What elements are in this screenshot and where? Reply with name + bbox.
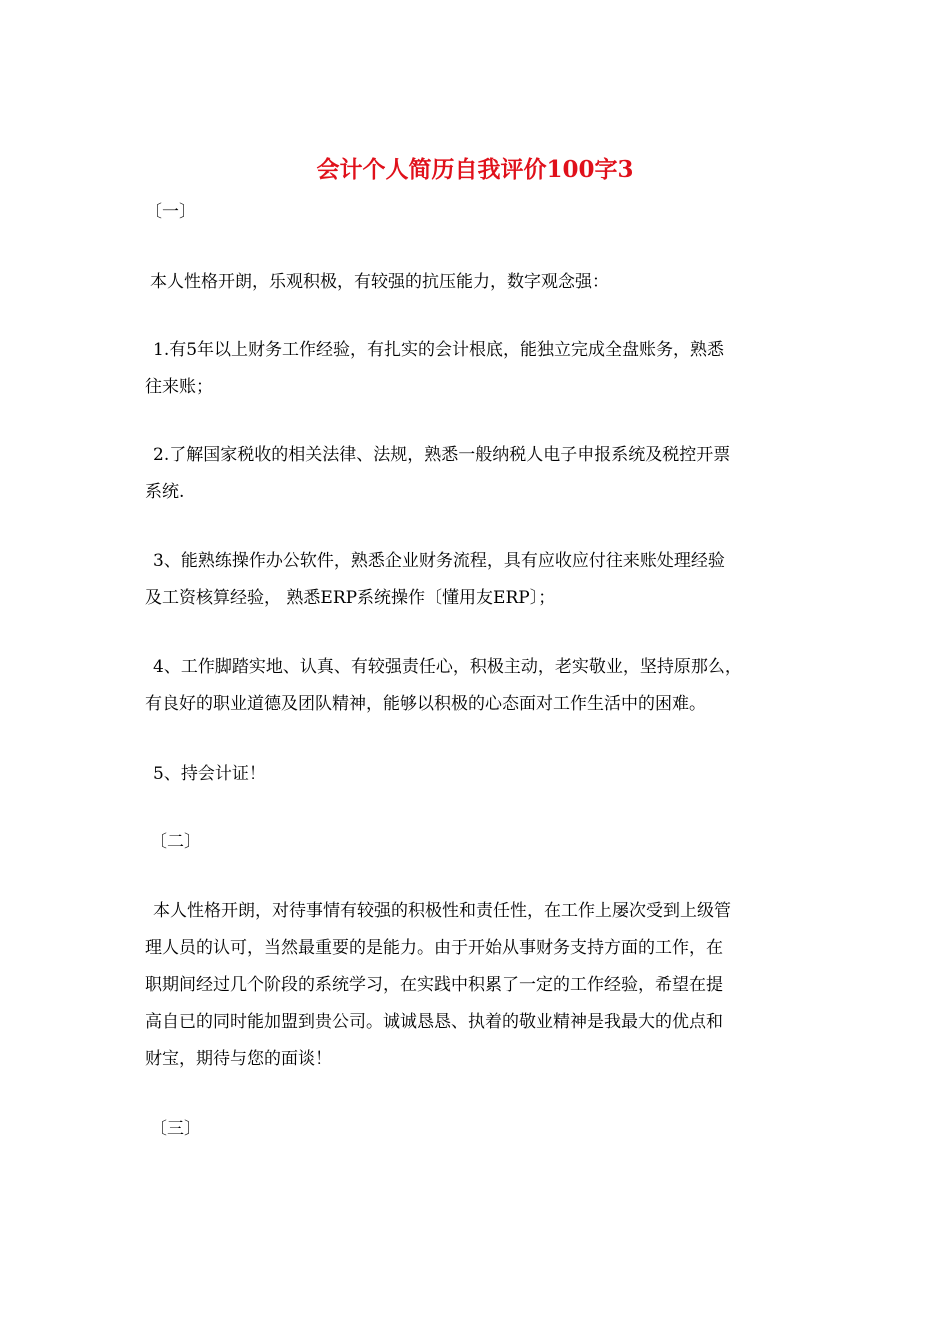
- section-one-heading: 〔一〕: [145, 202, 196, 222]
- section-one-item-1: [145, 332, 815, 406]
- section-two-line-2: 理人员的认可，当然最重要的是能力。由于开始从事财务支持方面的工作，在: [145, 938, 723, 958]
- item-3-line-2: 及工资核算经验， 熟悉ERP系统操作〔懂用友ERP〕；: [145, 588, 556, 608]
- item-3-line-1: 3、能熟练操作办公软件，熟悉企业财务流程，具有应收应付往来账处理经验: [153, 551, 725, 571]
- item-2-line-1: 2.了解国家税收的相关法律、法规，熟悉一般纳税人电子申报系统及税控开票: [153, 445, 731, 465]
- section-three-heading: 〔三〕: [150, 1119, 201, 1139]
- section-two-line-5: 财宝，期待与您的面谈！: [145, 1049, 332, 1069]
- section-one-intro: 本人性格开朗，乐观积极，有较强的抗压能力，数字观念强：: [150, 272, 609, 292]
- item-4-line-1: 4、工作脚踏实地、认真、有较强责任心，积极主动，老实敬业，坚持原那么，: [153, 657, 742, 677]
- item-1-line-2: 往来账；: [145, 377, 213, 397]
- item-2-line-2: 系统.: [145, 482, 185, 502]
- section-two-heading: 〔二〕: [150, 832, 201, 852]
- section-one-item-3: [145, 543, 815, 617]
- item-4-line-2: 有良好的职业道德及团队精神，能够以积极的心态面对工作生活中的困难。: [145, 694, 706, 714]
- section-one-item-2: [145, 437, 815, 511]
- section-two-line-1: 本人性格开朗，对待事情有较强的积极性和责任性，在工作上屡次受到上级管: [153, 901, 731, 921]
- document-title: 会计个人简历自我评价100字3: [316, 156, 634, 183]
- section-one-item-4: [145, 649, 815, 723]
- item-1-line-1: 1.有5年以上财务工作经验，有扎实的会计根底，能独立完成全盘账务，熟悉: [153, 340, 725, 360]
- section-two-line-3: 职期间经过几个阶段的系统学习，在实践中积累了一定的工作经验，希望在提: [145, 975, 723, 995]
- section-two-line-4: 高自已的同时能加盟到贵公司。诚诚恳恳、执着的敬业精神是我最大的优点和: [145, 1012, 723, 1032]
- section-one-item-5: 5、持会计证！: [153, 764, 266, 784]
- section-two-body: [145, 893, 815, 1078]
